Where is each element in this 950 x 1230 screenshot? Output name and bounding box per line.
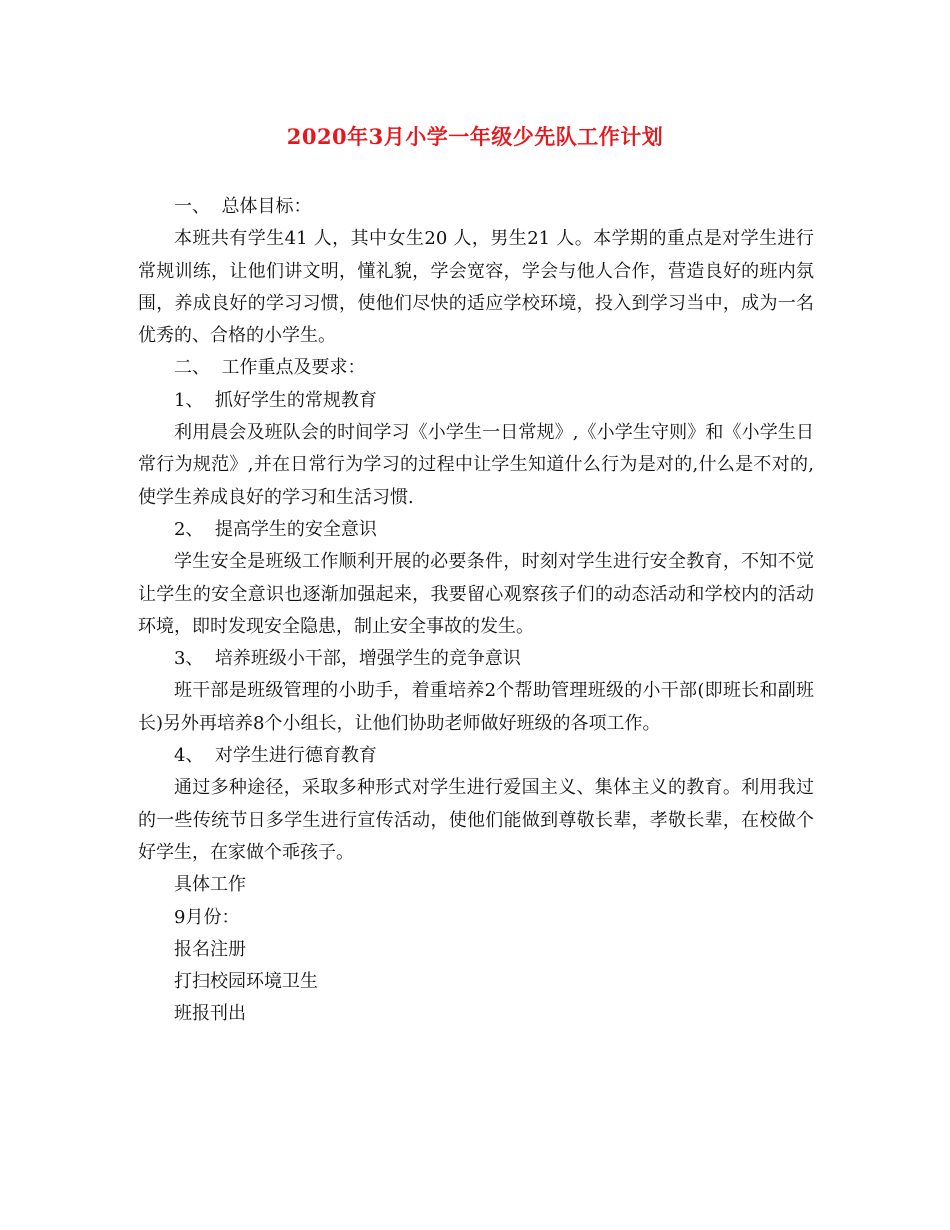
work-heading: 具体工作: [174, 874, 246, 896]
section1-paragraph: 本班共有学生41 人，其中女生20 人，男生21 人。本学期的重点是对学生进行常规训练，让他们讲文明，懂礼貌，学会宽容，学会与他人合作，营造良好的班内氛围，养成良好的学习习惯，使他们尽快的适应学校环境，投入到学习当中，成为一名优秀的、合格的小学生。: [138, 228, 814, 347]
item1-paragraph: 利用晨会及班队会的时间学习《小学生一日常规》,《小学生守则》和《小学生日常行为规范》,并在日常行为学习的过程中让学生知道什么行为是对的,什么是不对的,使学生养成良好的学习和生活习惯.: [138, 422, 814, 508]
item4-heading: 4、 对学生进行德育教育: [174, 745, 377, 767]
item4-paragraph: 通过多种途径，采取多种形式对学生进行爱国主义、集体主义的教育。利用我过的一些传统节日多学生进行宣传活动，使他们能做到尊敬长辈，孝敬长辈，在校做个好学生，在家做个乖孩子。: [138, 777, 814, 863]
month-heading: 9月份：: [174, 906, 240, 928]
document-body: [138, 191, 814, 1031]
item1-heading: 1、 抓好学生的常规教育: [174, 389, 377, 411]
section2-heading: 二、 工作重点及要求：: [174, 357, 366, 379]
item2-paragraph: 学生安全是班级工作顺利开展的必要条件，时刻对学生进行安全教育，不知不觉让学生的安全意识也逐渐加强起来，我要留心观察孩子们的动态活动和学校内的活动环境，即时发现安全隐患，制止安全事故的发生。: [138, 551, 814, 637]
item3-paragraph: 班干部是班级管理的小助手，着重培养2个帮助管理班级的小干部(即班长和副班长)另外再培养8个小组长，让他们协助老师做好班级的各项工作。: [138, 680, 814, 734]
task-item: 打扫校园环境卫生: [174, 971, 318, 993]
task-item: 报名注册: [174, 938, 246, 960]
task-item: 班报刊出: [174, 1003, 246, 1025]
document-title: 2020年3月小学一年级少先队工作计划: [286, 124, 664, 149]
item3-heading: 3、 培养班级小干部，增强学生的竞争意识: [174, 648, 521, 670]
item2-heading: 2、 提高学生的安全意识: [174, 518, 377, 540]
section1-heading: 一、 总体目标：: [174, 196, 312, 217]
